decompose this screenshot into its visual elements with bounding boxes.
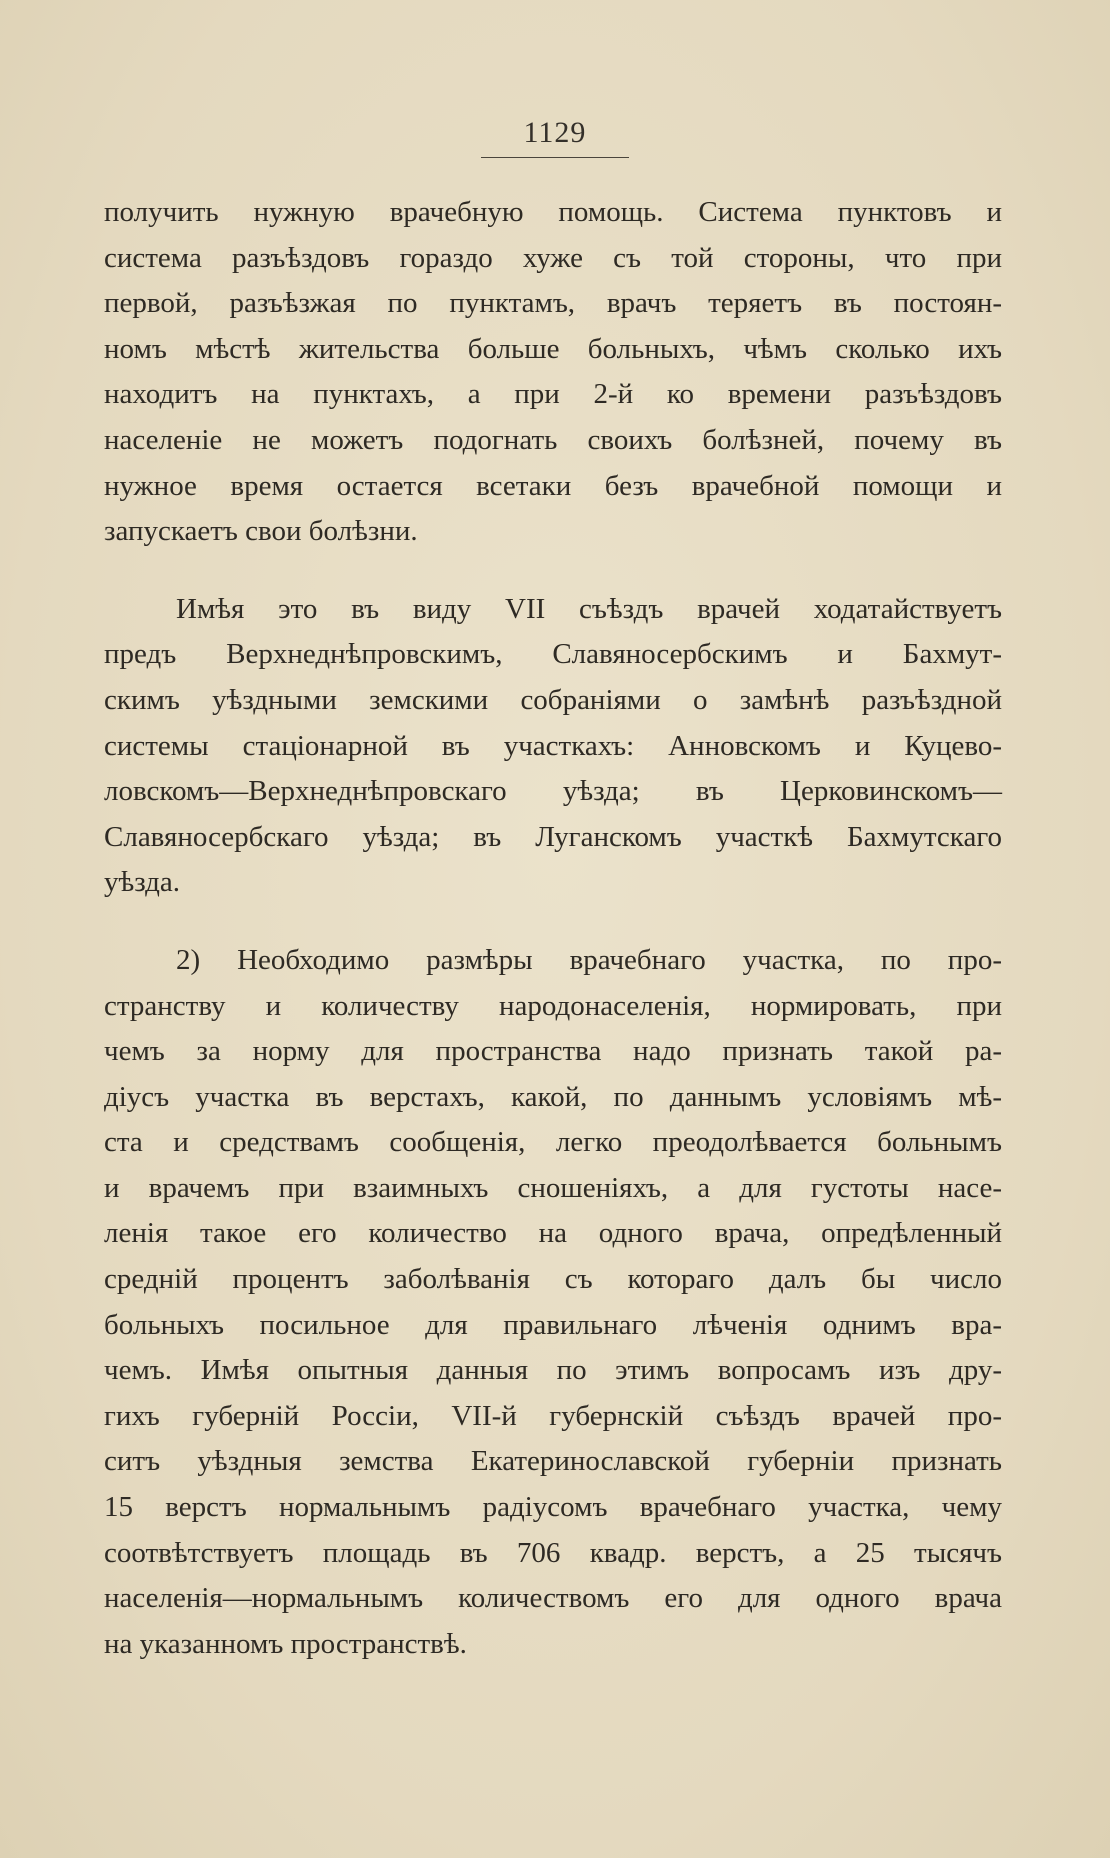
paragraph-3 — [104, 938, 1002, 1668]
text-line: населеніе не можетъ подогнать своихъ болѣзней, почему въ — [104, 423, 1002, 456]
text-line: соотвѣтствуетъ площадь въ 706 квадр. верстъ, а 25 тысячъ — [104, 1536, 1002, 1569]
paragraph-gap — [104, 906, 1002, 938]
text-line: предъ Верхнеднѣпровскимъ, Славяносербскимъ и Бахмут- — [104, 638, 1002, 671]
text-line: ленія такое его количество на одного врача, опредѣленный — [104, 1217, 1002, 1250]
text-line: 2) Необходимо размѣры врачебнаго участка, по про- — [176, 943, 1002, 976]
text-line: чемъ. Имѣя опытныя данныя по этимъ вопросамъ изъ дру- — [104, 1354, 1002, 1387]
text-line: странству и количеству народонаселенія, нормировать, при — [104, 989, 1002, 1022]
text-line: діусъ участка въ верстахъ, какой, по даннымъ условіямъ мѣ- — [104, 1080, 1002, 1113]
text-line: запускаетъ свои болѣзни. — [104, 515, 418, 548]
text-line: находитъ на пунктахъ, а при 2-й ко времени разъѣздовъ — [104, 378, 1002, 411]
header-rule — [481, 157, 629, 158]
text-line: номъ мѣстѣ жительства больше больныхъ, чѣмъ сколько ихъ — [104, 332, 1002, 365]
text-line: населенія—нормальнымъ количествомъ его для одного врача — [104, 1582, 1002, 1615]
text-line: чемъ за норму для пространства надо признать такой ра- — [104, 1035, 1002, 1068]
text-line: уѣзда. — [104, 866, 181, 899]
text-line: среднiй процентъ заболѣванія съ котораго далъ бы число — [104, 1263, 1002, 1296]
text-line: на указанномъ пространствѣ. — [104, 1627, 467, 1660]
text-line: системы стаціонарной въ участкахъ: Анновскомъ и Куцево- — [104, 729, 1002, 762]
text-line: больныхъ посильное для правильнаго лѣченія однимъ вра- — [104, 1308, 1002, 1341]
text-line: гихъ губерній Россіи, VII-й губернскій съѣздъ врачей про- — [104, 1399, 1002, 1432]
text-line: получить нужную врачебную помощь. Система пунктовъ и — [104, 196, 1002, 228]
text-line: ловскомъ—Верхнеднѣпровскаго уѣзда; въ Церковинскомъ— — [104, 775, 1002, 808]
text-line: 15 верстъ нормальнымъ радіусомъ врачебнаго участка, чему — [104, 1491, 1002, 1524]
paragraph-1 — [104, 190, 1002, 555]
text-line: нужное время остается всетаки безъ врачебной помощи и — [104, 469, 1002, 502]
text-line: система разъѣздовъ гораздо хуже съ той стороны, что при — [104, 241, 1002, 274]
paragraph-gap — [104, 555, 1002, 587]
paragraph-2 — [104, 587, 1002, 906]
text-line: и врачемъ при взаимныхъ сношеніяхъ, а для густоты насе- — [104, 1171, 1002, 1204]
body-text — [104, 190, 1002, 1667]
page-number: 1129 — [523, 116, 587, 149]
text-line: Славяносербскаго уѣзда; въ Луганскомъ участкѣ Бахмутскаго — [104, 820, 1002, 853]
text-line: ста и средствамъ сообщенія, легко преодолѣвается больнымъ — [104, 1126, 1002, 1159]
page-header — [0, 116, 1110, 150]
text-line: первой, разъѣзжая по пунктамъ, врачъ теряетъ въ постоян- — [104, 287, 1002, 320]
text-line: скимъ уѣздными земскими собраніями о замѣнѣ разъѣздной — [104, 683, 1002, 716]
text-line: ситъ уѣздныя земства Екатеринославской губерніи признать — [104, 1445, 1002, 1478]
text-line: Имѣя это въ виду VII съѣздъ врачей ходатайствуетъ — [176, 592, 1002, 625]
